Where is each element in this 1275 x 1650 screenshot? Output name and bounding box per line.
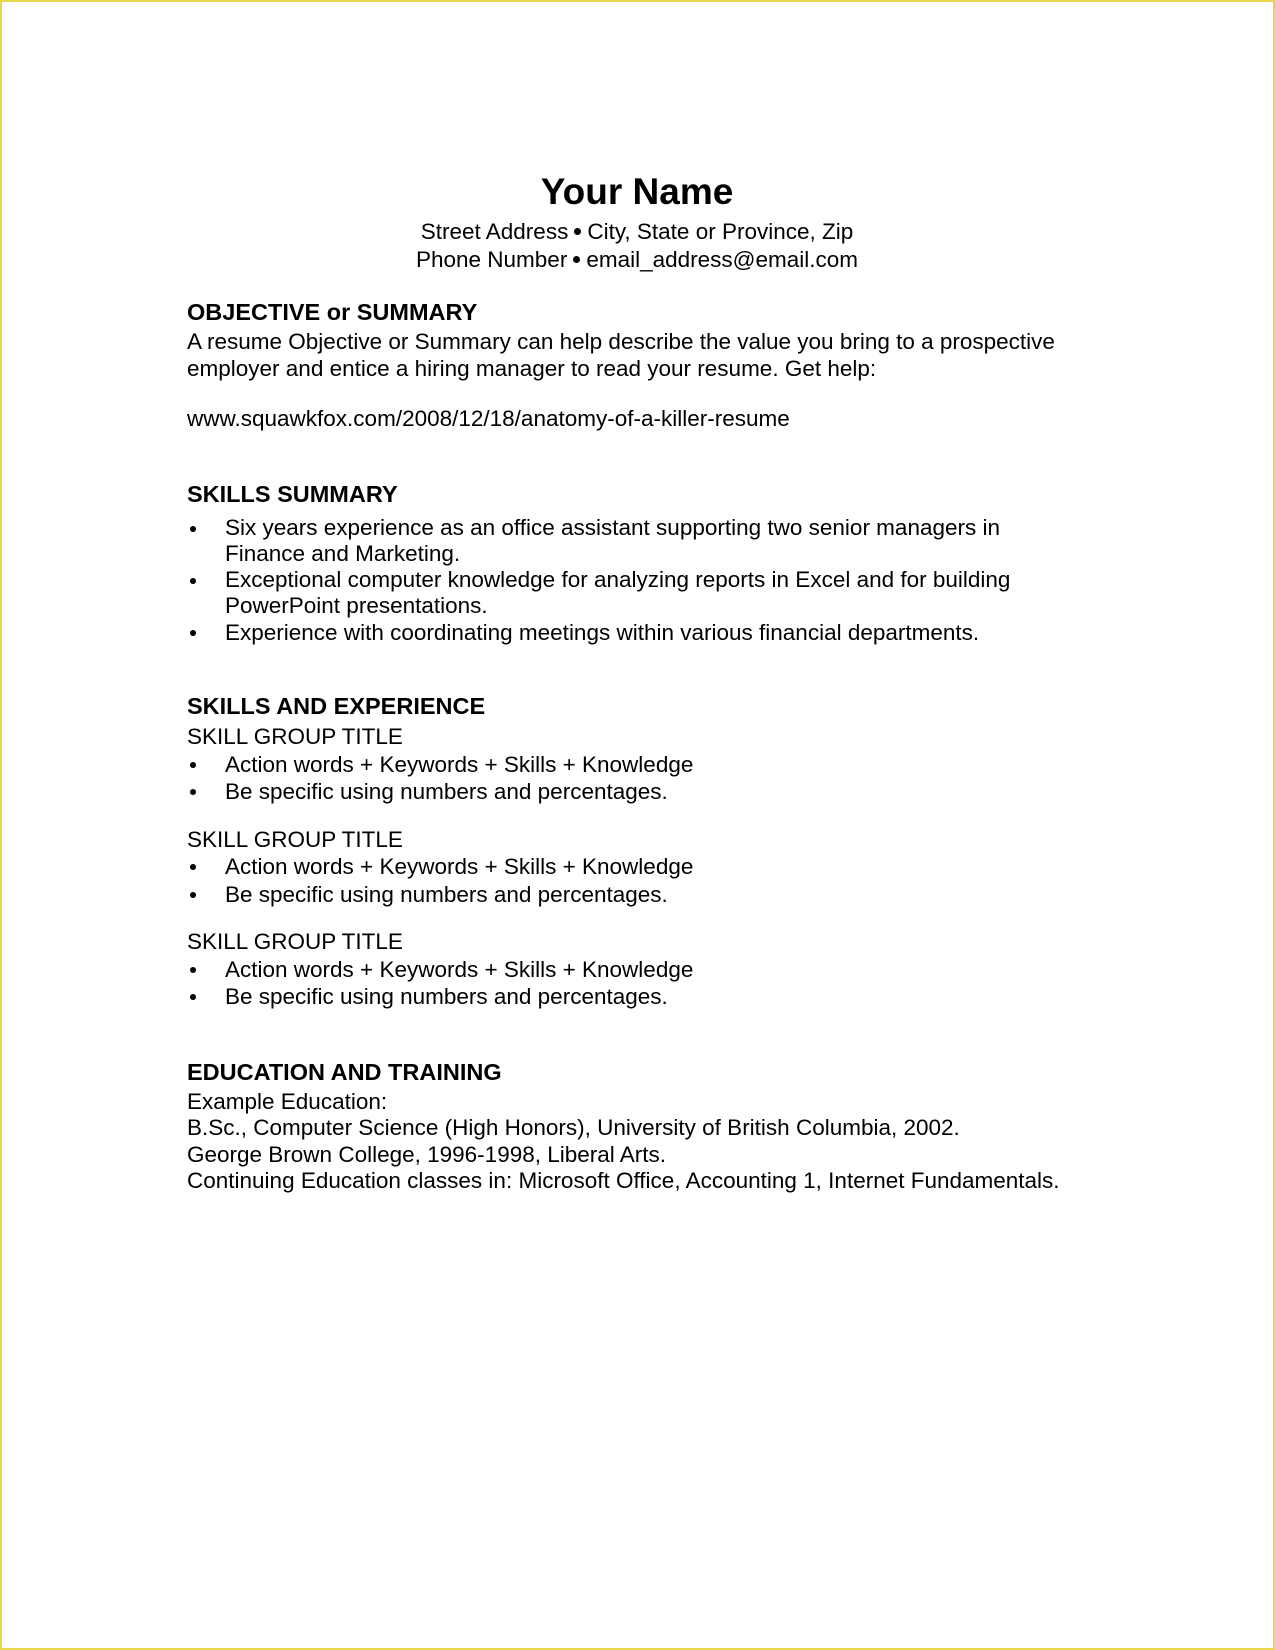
skill-group (187, 724, 1087, 806)
list-item (187, 619, 1027, 647)
list-item-text: Be specific using numbers and percentages. (225, 984, 668, 1009)
list-item-text: Six years experience as an office assistant supporting two senior managers in Finance and Marketing. (225, 514, 1000, 566)
list-item (187, 567, 1027, 619)
email-address: email_address@email.com (586, 247, 859, 272)
list-item (187, 956, 1087, 984)
objective-heading: OBJECTIVE or SUMMARY (187, 299, 478, 325)
skills-experience-heading: SKILLS AND EXPERIENCE (187, 693, 486, 719)
contact-phone-line (187, 246, 1087, 274)
list-item-text: Action words + Keywords + Skills + Knowledge (225, 751, 694, 777)
list-item-text: Action words + Keywords + Skills + Knowledge (225, 854, 694, 879)
education-line: Example Education: (187, 1088, 388, 1114)
bullet-icon (190, 892, 196, 898)
list-item (187, 778, 1087, 806)
skill-group (187, 929, 1087, 1011)
skills-summary-list (187, 515, 1027, 647)
bullet-separator-icon (574, 228, 581, 235)
list-item-text: Be specific using numbers and percentages. (225, 779, 668, 804)
list-item-text: Action words + Keywords + Skills + Knowledge (225, 956, 694, 982)
list-item (187, 881, 1087, 909)
education-heading: EDUCATION AND TRAINING (187, 1058, 502, 1085)
resume-name: Your Name (540, 171, 734, 212)
education-line: B.Sc., Computer Science (High Honors), University of British Columbia, 2002. (187, 1115, 960, 1140)
skill-group-list (187, 751, 1087, 806)
skill-group-list (187, 956, 1087, 1011)
street-address: Street Address (420, 219, 569, 244)
bullet-icon (190, 526, 196, 532)
education-line: Continuing Education classes in: Microsoft Office, Accounting 1, Internet Fundamentals. (187, 1168, 1060, 1193)
list-item-text: Be specific using numbers and percentages. (225, 881, 668, 907)
bullet-icon (190, 864, 196, 870)
skill-group-title: SKILL GROUP TITLE (187, 724, 403, 749)
list-item (187, 853, 1087, 881)
bullet-icon (190, 789, 196, 795)
list-item (187, 515, 1027, 567)
skill-group-title: SKILL GROUP TITLE (187, 826, 403, 852)
contact-address-line (187, 218, 1087, 246)
bullet-separator-icon (573, 256, 580, 263)
bullet-icon (190, 994, 196, 1000)
list-item (187, 983, 1087, 1011)
phone-number: Phone Number (415, 247, 568, 272)
skill-group (187, 827, 1087, 909)
education-line: George Brown College, 1996-1998, Liberal Arts. (187, 1141, 667, 1167)
list-item-text: Experience with coordinating meetings within various financial departments. (225, 619, 980, 645)
objective-text: A resume Objective or Summary can help describe the value you bring to a prospective employer and entice a hiring manager to read your resume. Get help: (187, 329, 1055, 381)
objective-link: www.squawkfox.com/2008/12/18/anatomy-of-a-killer-resume (187, 406, 790, 431)
bullet-icon (190, 578, 196, 584)
skill-group-list (187, 853, 1087, 908)
city-state-zip: City, State or Province, Zip (587, 219, 854, 244)
bullet-icon (190, 762, 196, 768)
bullet-icon (190, 967, 196, 973)
skill-group-title: SKILL GROUP TITLE (187, 929, 403, 954)
resume-document (187, 170, 1087, 1195)
skills-summary-heading: SKILLS SUMMARY (187, 480, 398, 507)
list-item-text: Exceptional computer knowledge for analyzing reports in Excel and for building PowerPoint presentations. (225, 566, 1011, 618)
education-block (187, 1089, 1087, 1195)
bullet-icon (190, 630, 196, 636)
list-item (187, 751, 1087, 779)
